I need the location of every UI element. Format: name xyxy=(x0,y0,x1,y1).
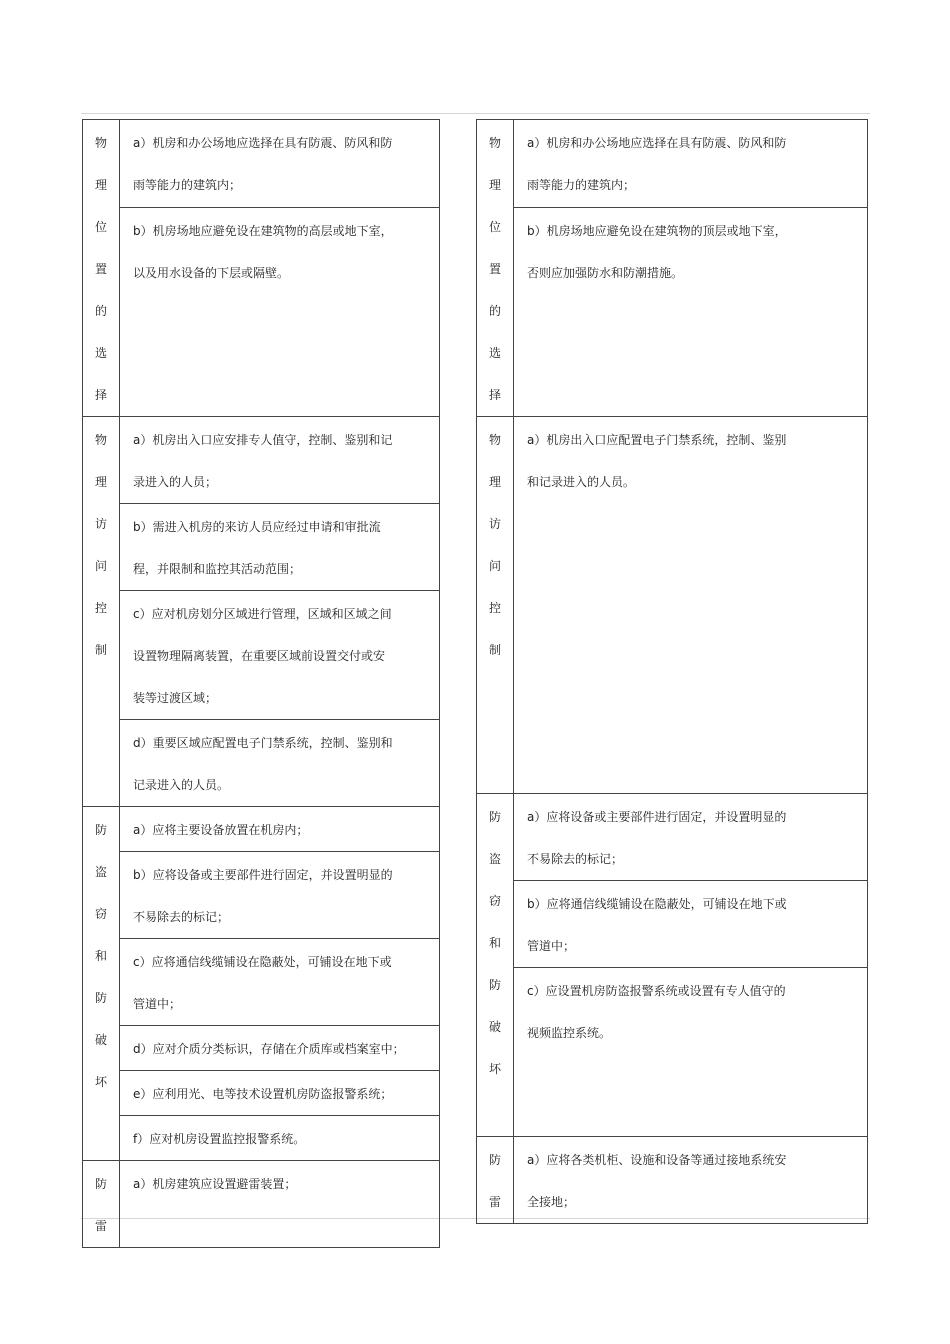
category-char: 盗 xyxy=(94,865,107,879)
requirement-cell xyxy=(120,591,440,720)
requirement-cell xyxy=(514,120,868,208)
category-cell xyxy=(83,807,120,1161)
category-char: 防 xyxy=(488,1153,501,1167)
category-char: 理 xyxy=(488,475,501,489)
requirement-line: 以及用水设备的下层或隔壁。 xyxy=(133,265,290,280)
category-char: 物 xyxy=(488,136,501,150)
requirement-text xyxy=(133,807,433,851)
category-char: 位 xyxy=(488,220,501,234)
category-label xyxy=(477,1137,513,1223)
category-char: 理 xyxy=(94,178,107,192)
category-cell xyxy=(477,417,514,794)
requirement-line: 不易除去的标记； xyxy=(527,852,624,866)
category-char: 控 xyxy=(488,601,501,615)
requirement-cell xyxy=(514,207,868,416)
requirement-text xyxy=(527,208,861,294)
category-label xyxy=(83,1161,119,1247)
category-char: 访 xyxy=(488,517,501,531)
requirement-cell xyxy=(120,807,440,852)
category-char: 择 xyxy=(94,388,107,402)
category-char: 选 xyxy=(488,346,501,360)
requirement-cell xyxy=(120,1116,440,1161)
requirement-line: 装等过渡区域； xyxy=(133,691,218,705)
requirement-text xyxy=(527,417,861,503)
category-char: 置 xyxy=(488,262,501,276)
requirement-line: 雨等能力的建筑内； xyxy=(133,178,242,192)
requirement-line: 和记录进入的人员。 xyxy=(527,475,636,489)
category-char: 雷 xyxy=(94,1219,107,1233)
requirement-cell xyxy=(514,794,868,881)
category-label xyxy=(477,794,513,1090)
requirement-line: c）应设置机房防盗报警系统或设置有专人值守的 xyxy=(527,984,786,998)
requirement-line: b）应将通信线缆铺设在隐蔽处，可铺设在地下或 xyxy=(527,897,787,911)
category-char: 雷 xyxy=(488,1195,501,1209)
requirement-text xyxy=(133,1161,433,1205)
requirement-line: 录进入的人员； xyxy=(133,475,218,489)
category-char: 防 xyxy=(94,823,107,837)
category-char: 防 xyxy=(488,810,501,824)
requirement-line: e）应利用光、电等技术设置机房防盗报警系统； xyxy=(133,1087,393,1101)
requirement-line: 程，并限制和监控其活动范围； xyxy=(133,562,302,576)
requirement-cell xyxy=(120,720,440,807)
requirement-line: 雨等能力的建筑内； xyxy=(527,178,636,192)
requirement-cell xyxy=(514,1137,868,1224)
category-cell xyxy=(477,1137,514,1224)
requirement-cell xyxy=(120,1071,440,1116)
category-char: 制 xyxy=(94,643,107,657)
category-char: 控 xyxy=(94,601,107,615)
category-char: 问 xyxy=(488,559,501,573)
requirement-cell xyxy=(120,1026,440,1071)
requirement-text xyxy=(133,417,433,503)
requirement-line: c）应对机房划分区域进行管理，区域和区域之间 xyxy=(133,607,392,621)
category-char: 防 xyxy=(94,1177,107,1191)
requirement-line: 全接地； xyxy=(527,1195,576,1209)
requirement-line: a）机房建筑应设置避雷装置； xyxy=(133,1177,297,1191)
category-label xyxy=(477,417,513,671)
category-char: 防 xyxy=(94,991,107,1005)
category-char: 坏 xyxy=(488,1062,501,1076)
requirement-line: a）应将主要设备放置在机房内； xyxy=(133,823,309,837)
category-label xyxy=(83,417,119,671)
category-char: 窃 xyxy=(488,894,501,908)
requirement-text xyxy=(133,120,433,206)
requirement-line: a）机房出入口应配置电子门禁系统，控制、鉴别 xyxy=(527,433,787,447)
requirement-cell xyxy=(514,417,868,794)
requirement-text xyxy=(133,1071,433,1115)
requirement-cell xyxy=(514,881,868,968)
requirement-line: b）应将设备或主要部件进行固定，并设置明显的 xyxy=(133,868,393,882)
category-cell xyxy=(83,120,120,417)
requirement-cell xyxy=(120,207,440,416)
category-char: 物 xyxy=(488,433,501,447)
requirement-text xyxy=(133,852,433,938)
requirement-text xyxy=(527,968,861,1054)
requirement-cell xyxy=(120,120,440,208)
requirement-line: a）机房出入口应安排专人值守，控制、鉴别和记 xyxy=(133,433,393,447)
category-char: 理 xyxy=(94,475,107,489)
requirement-line: a）应将设备或主要部件进行固定，并设置明显的 xyxy=(527,810,787,824)
requirement-line: b）需进入机房的来访人员应经过申请和审批流 xyxy=(133,520,381,534)
category-cell xyxy=(477,120,514,417)
requirement-line: a）机房和办公场地应选择在具有防震、防风和防 xyxy=(527,136,787,150)
category-label xyxy=(83,807,119,1103)
category-char: 物 xyxy=(94,136,107,150)
requirement-cell xyxy=(120,852,440,939)
requirement-text xyxy=(133,720,433,806)
category-char: 的 xyxy=(94,304,107,318)
requirement-line: b）机房场地应避免设在建筑物的高层或地下室， xyxy=(133,223,393,238)
category-char: 问 xyxy=(94,559,107,573)
category-char: 访 xyxy=(94,517,107,531)
category-label xyxy=(477,120,513,416)
requirement-line: a）机房和办公场地应选择在具有防震、防风和防 xyxy=(133,136,393,150)
requirement-line: 否则应加强防水和防潮措施。 xyxy=(527,265,684,280)
requirement-cell xyxy=(120,417,440,504)
requirement-cell xyxy=(120,504,440,591)
right-requirements-table xyxy=(476,119,868,1224)
category-char: 择 xyxy=(488,388,501,402)
requirement-text xyxy=(527,881,861,967)
category-char: 选 xyxy=(94,346,107,360)
requirement-line: c）应将通信线缆铺设在隐蔽处，可铺设在地下或 xyxy=(133,955,392,969)
requirement-text xyxy=(527,1137,861,1223)
requirement-line: d）应对介质分类标识，存储在介质库或档案室中； xyxy=(133,1042,405,1056)
category-char: 制 xyxy=(488,643,501,657)
category-char: 位 xyxy=(94,220,107,234)
requirement-text xyxy=(133,939,433,1025)
left-requirements-table xyxy=(82,119,440,1248)
category-char: 盗 xyxy=(488,852,501,866)
category-cell xyxy=(83,417,120,807)
requirement-line: 设置物理隔离装置，在重要区域前设置交付或安 xyxy=(133,649,386,663)
requirement-line: d）重要区域应配置电子门禁系统，控制、鉴别和 xyxy=(133,736,393,750)
category-cell xyxy=(477,794,514,1137)
requirement-cell xyxy=(120,939,440,1026)
requirement-line: f）应对机房设置监控报警系统。 xyxy=(133,1132,306,1146)
category-char: 破 xyxy=(94,1033,107,1047)
category-char: 理 xyxy=(488,178,501,192)
requirement-text xyxy=(133,504,433,590)
requirement-line: 管道中； xyxy=(527,939,576,953)
requirement-text xyxy=(133,208,433,294)
category-char: 坏 xyxy=(94,1075,107,1089)
category-char: 和 xyxy=(94,949,107,963)
requirement-line: 视频监控系统。 xyxy=(527,1026,612,1040)
category-char: 破 xyxy=(488,1020,501,1034)
category-cell xyxy=(83,1161,120,1248)
requirement-cell xyxy=(514,968,868,1137)
requirement-line: 不易除去的标记； xyxy=(133,910,230,924)
requirement-cell xyxy=(120,1161,440,1248)
requirement-line: a）应将各类机柜、设施和设备等通过接地系统安 xyxy=(527,1153,787,1167)
requirement-text xyxy=(527,120,861,206)
requirement-text xyxy=(133,1116,433,1160)
category-char: 的 xyxy=(488,304,501,318)
requirement-line: 管道中； xyxy=(133,997,182,1011)
requirement-line: b）机房场地应避免设在建筑物的顶层或地下室， xyxy=(527,223,787,238)
category-char: 物 xyxy=(94,433,107,447)
requirement-line: 记录进入的人员。 xyxy=(133,778,230,792)
category-char: 防 xyxy=(488,978,501,992)
requirement-text xyxy=(133,1026,433,1070)
category-char: 窃 xyxy=(94,907,107,921)
requirement-text xyxy=(527,794,861,880)
category-char: 置 xyxy=(94,262,107,276)
category-char: 和 xyxy=(488,936,501,950)
category-label xyxy=(83,120,119,416)
requirement-text xyxy=(133,591,433,719)
